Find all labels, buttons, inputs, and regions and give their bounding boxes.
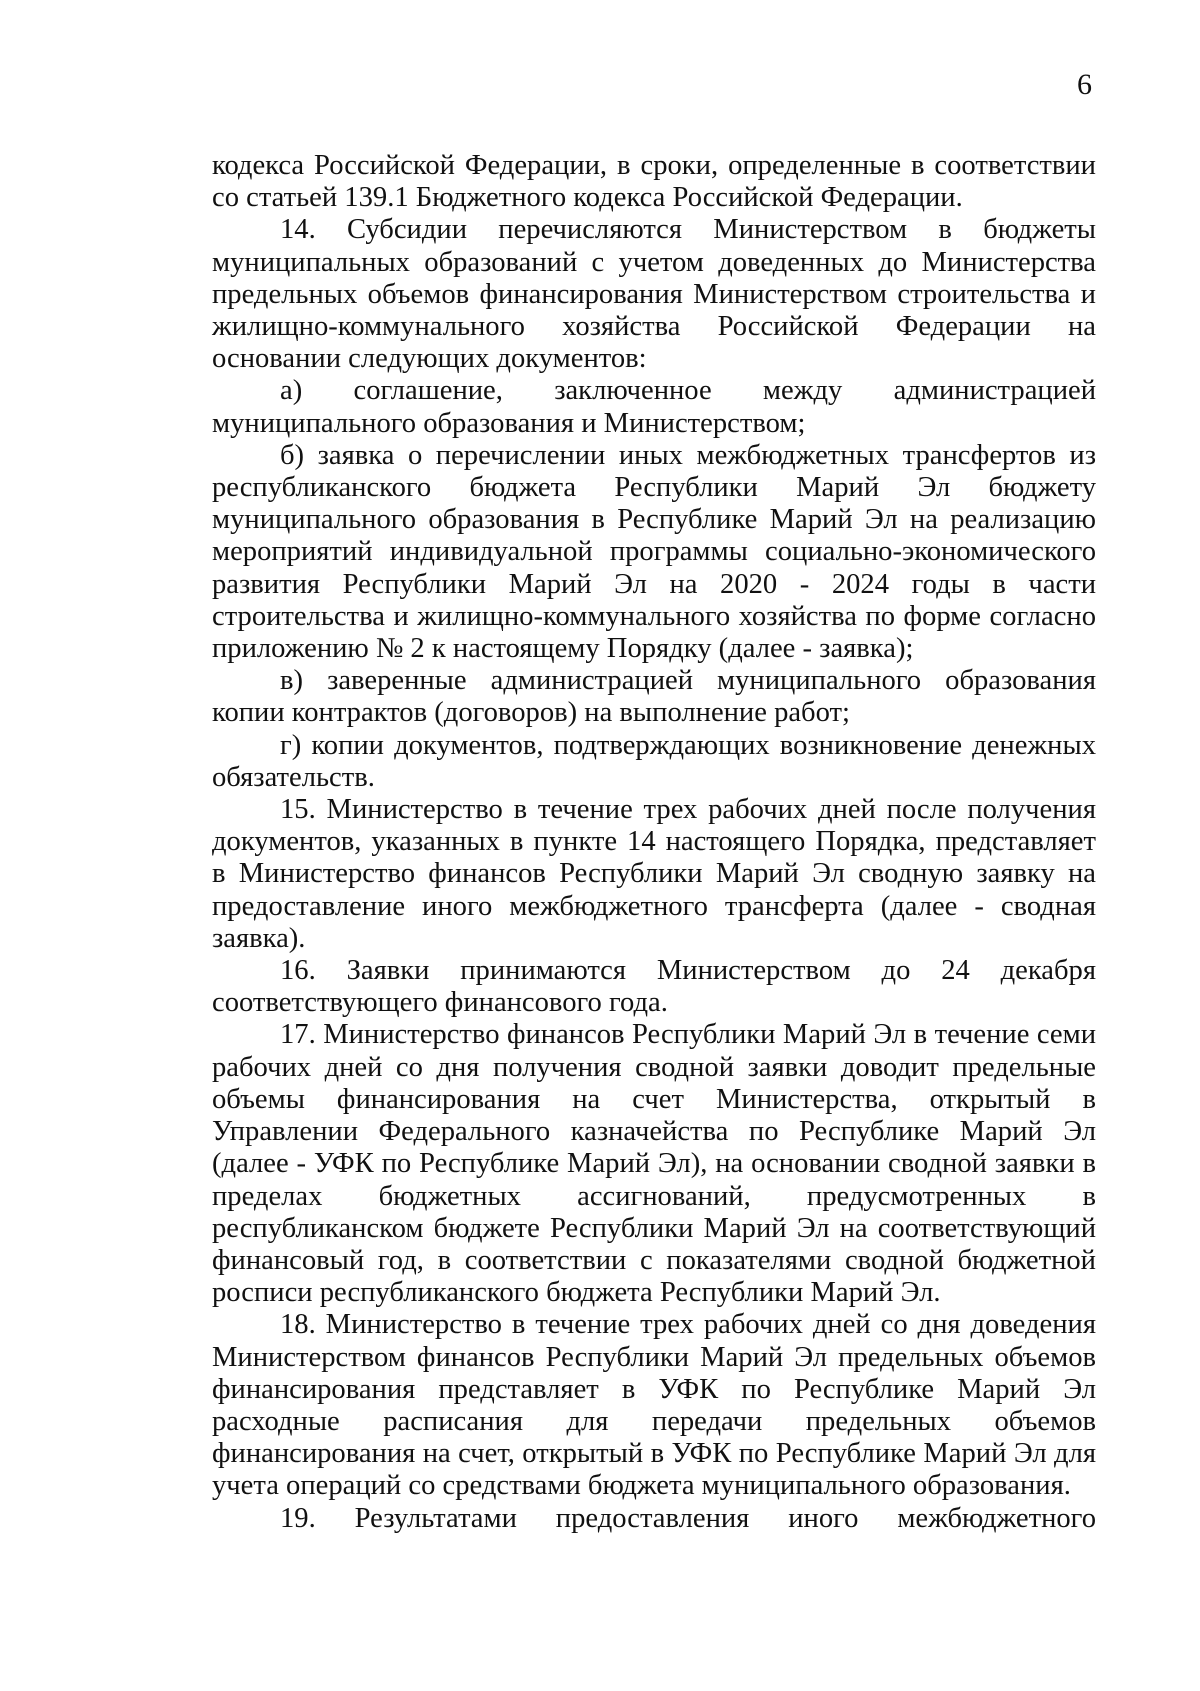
paragraph-subitem-b: б) заявка о перечислении иных межбюджетных трансфертов из республиканского бюджета Республики Марий Эл бюджету муниципального образования в Республике Марий Эл на реализацию мероприятий индивидуальной программы социально-экономического развития Республики Марий Эл на 2020 - 2024 годы в части строительства и жилищно-коммунального хозяйства по форме согласно приложению № 2 к настоящему Порядку (далее - заявка); [212,439,1096,665]
paragraph-item-15: 15. Министерство в течение трех рабочих дней после получения документов, указанных в пункте 14 настоящего Порядка, представляет в Министерство финансов Республики Марий Эл сводную заявку на предоставление иного межбюджетного трансферта (далее - сводная заявка). [212,794,1096,954]
paragraph-item-17: 17. Министерство финансов Республики Марий Эл в течение семи рабочих дней со дня получения сводной заявки доводит предельные объемы финансирования на счет Министерства, открытый в Управлении Федерального казначейства по Республике Марий Эл (далее - УФК по Республике Марий Эл), на основании сводной заявки в пределах бюджетных ассигнований, предусмотренных в республиканском бюджете Республики Марий Эл на соответствующий финансовый год, в соответствии с показателями сводной бюджетной росписи республиканского бюджета Республики Марий Эл. [212,1019,1096,1309]
paragraph-item-14: 14. Субсидии перечисляются Министерством в бюджеты муниципальных образований с учетом доведенных до Министерства предельных объемов финансирования Министерством строительства и жилищно-коммунального хозяйства Российской Федерации на основании следующих документов: [212,214,1096,375]
paragraph-item-18: 18. Министерство в течение трех рабочих дней со дня доведения Министерством финансов Республики Марий Эл предельных объемов финансирования представляет в УФК по Республике Марий Эл расходные расписания для передачи предельных объемов финансирования на счет, открытый в УФК по Республике Марий Эл для учета операций со средствами бюджета муниципального образования. [212,1309,1096,1502]
paragraph-continuation: кодекса Российской Федерации, в сроки, определенные в соответствии со статьей 139.1 Бюджетного кодекса Российской Федерации. [212,150,1096,214]
paragraph-subitem-g: г) копии документов, подтверждающих возникновение денежных обязательств. [212,729,1096,793]
paragraph-item-16: 16. Заявки принимаются Министерством до 24 декабря соответствующего финансового года. [212,955,1096,1019]
document-body [212,150,1096,1535]
paragraph-subitem-v: в) заверенные администрацией муниципального образования копии контрактов (договоров) на выполнение работ; [212,665,1096,729]
paragraph-item-19: 19. Результатами предоставления иного межбюджетного [280,1502,1096,1534]
page-number: 6 [1077,68,1092,101]
paragraph-subitem-a: а) соглашение, заключенное между администрацией муниципального образования и Министерством; [212,375,1096,439]
